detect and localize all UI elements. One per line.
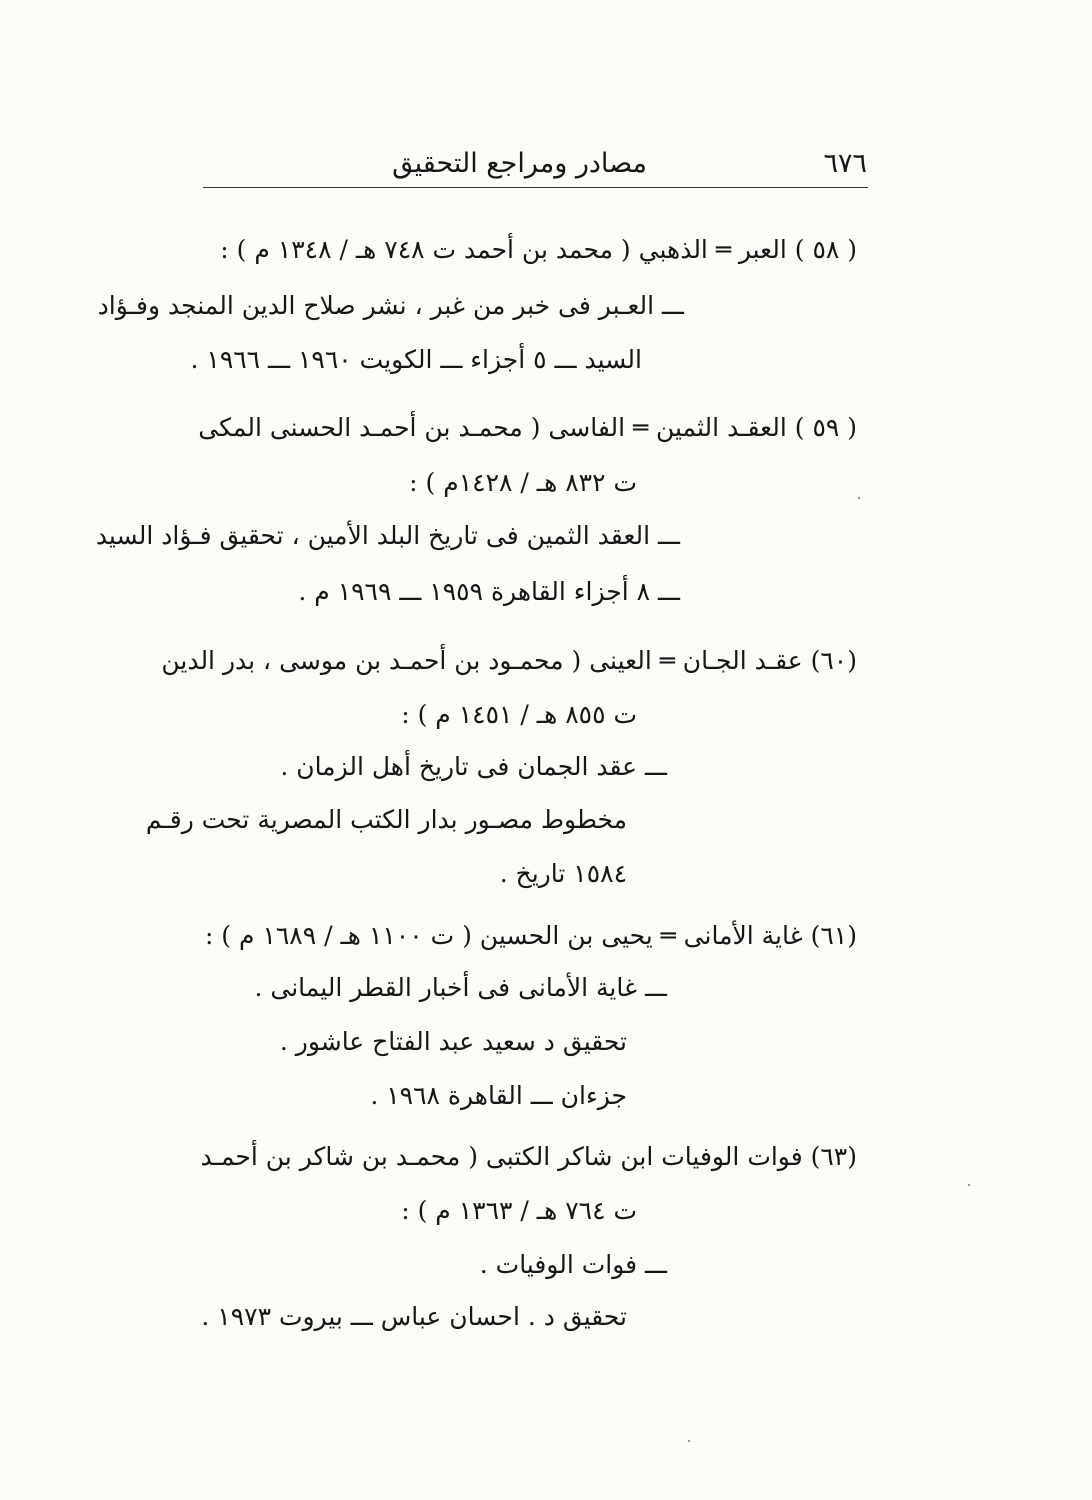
- entry-59-line: ت ٨٣٢ هـ / ١٤٢٨م ) :: [409, 468, 637, 497]
- entry-59-line: ـــ العقد الثمين فى تاريخ البلد الأمين ، تحقيق فـؤاد السيد: [95, 521, 680, 550]
- entry-60-line: ـــ عقد الجمان فى تاريخ أهل الزمان .: [280, 752, 667, 781]
- scan-speck: [968, 1184, 970, 1186]
- entry-58-heading: ( ٥٨ ) العبر ═ الذهبي ( محمد بن أحمد ت ٧٤٨ هـ / ١٣٤٨ م ) :: [220, 235, 857, 264]
- entry-58-line: ـــ العـبر فى خبر من غبر ، نشر صلاح الدين المنجد وفـؤاد: [97, 291, 684, 320]
- entry-60-line: ١٥٨٤ تاريخ .: [499, 859, 627, 888]
- running-title: مصادر ومراجع التحقيق: [392, 148, 647, 179]
- entry-63-line: ـــ فوات الوفيات .: [479, 1250, 667, 1279]
- entry-63-line: تحقيق د . احسان عباس ـــ بيروت ١٩٧٣ .: [201, 1302, 627, 1331]
- entry-63-heading: (٦٣) فوات الوفيات ابن شاكر الكتبى ( محمـد بن شاكر بن أحمـد: [200, 1142, 857, 1171]
- entry-59-heading: ( ٥٩ ) العقـد الثمين ═ الفاسى ( محمـد بن أحمـد الحسنى المكى: [198, 413, 857, 442]
- header-rule: [203, 187, 868, 188]
- entry-60-line: مخطوط مصـور بدار الكتب المصرية تحت رقـم: [145, 805, 627, 834]
- entry-61-line: ـــ غاية الأمانى فى أخبار القطر اليمانى .: [254, 973, 667, 1002]
- entry-61-heading: (٦١) غاية الأمانى ═ يحيى بن الحسين ( ت ١١٠٠ هـ / ١٦٨٩ م ) :: [204, 921, 857, 950]
- scan-speck: [858, 497, 860, 499]
- entry-61-line: تحقيق د سعيد عبد الفتاح عاشور .: [279, 1027, 627, 1056]
- entry-63-line: ت ٧٦٤ هـ / ١٣٦٣ م ) :: [401, 1196, 637, 1225]
- entry-61-line: جزءان ـــ القاهرة ١٩٦٨ .: [370, 1081, 627, 1110]
- page-number: ٦٧٦: [823, 148, 867, 179]
- entry-59-line: ـــ ٨ أجزاء القاهرة ١٩٥٩ ـــ ١٩٦٩ م .: [298, 577, 680, 606]
- entry-58-line: السيد ـــ ٥ أجزاء ـــ الكويت ١٩٦٠ ـــ ١٩٦٦ .: [190, 345, 642, 374]
- scan-speck: [688, 1440, 690, 1442]
- entry-60-line: ت ٨٥٥ هـ / ١٤٥١ م ) :: [401, 700, 637, 729]
- entry-60-heading: (٦٠) عقـد الجـان ═ العينى ( محمـود بن أحمـد بن موسى ، بدر الدين: [161, 646, 857, 675]
